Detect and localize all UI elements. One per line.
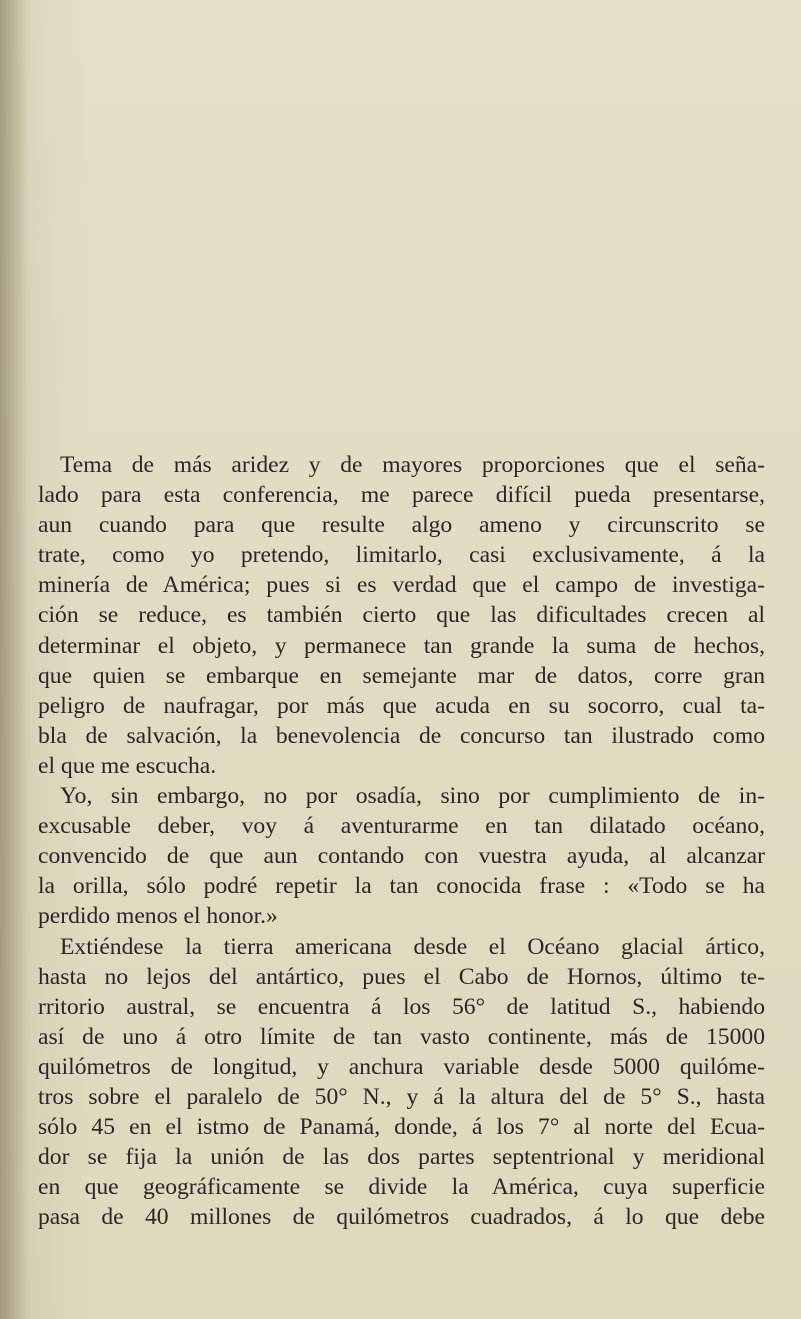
text-line: así de uno á otro límite de tan vasto continente, más de 15000 (38, 1023, 765, 1050)
text-line: bla de salvación, la benevolencia de concurso tan ilustrado como (38, 722, 765, 749)
text-line: hasta no lejos del antártico, pues el Cabo de Hornos, último te- (38, 963, 765, 990)
text-line: trate, como yo pretendo, limitarlo, casi exclusivamente, á la (38, 542, 765, 569)
text-line: quilómetros de longitud, y anchura variable desde 5000 quilóme- (38, 1053, 765, 1080)
text-line: dor se fija la unión de las dos partes septentrional y meridional (38, 1144, 765, 1171)
text-line: lado para esta conferencia, me parece difícil pueda presentarse, (38, 482, 765, 509)
page-gutter-shadow (0, 0, 28, 1319)
text-line: pasa de 40 millones de quilómetros cuadrados, á lo que debe (38, 1204, 765, 1231)
text-line: determinar el objeto, y permanece tan grande la suma de hechos, (38, 632, 765, 659)
text-line: sólo 45 en el istmo de Panamá, donde, á los 7° al norte del Ecua- (38, 1114, 765, 1141)
text-line: la orilla, sólo podré repetir la tan conocida frase : «Todo se ha (38, 873, 765, 900)
text-line: convencido de que aun contando con vuestra ayuda, al alcanzar (38, 843, 765, 870)
text-line: en que geográficamente se divide la América, cuya superficie (38, 1174, 765, 1201)
text-line: que quien se embarque en semejante mar de datos, corre gran (38, 662, 765, 689)
text-line: Tema de más aridez y de mayores proporciones que el seña- (60, 452, 765, 478)
text-line: ción se reduce, es también cierto que las dificultades crecen al (38, 602, 765, 629)
text-line: Yo, sin embargo, no por osadía, sino por cumplimiento de in- (60, 783, 765, 810)
text-line: peligro de naufragar, por más que acuda en su socorro, cual ta- (38, 692, 765, 719)
body-text (38, 450, 765, 1232)
text-line: Extiéndese la tierra americana desde el Océano glacial ártico, (60, 933, 765, 960)
text-line: minería de América; pues si es verdad que el campo de investiga- (38, 572, 765, 599)
text-line: tros sobre el paralelo de 50° N., y á la altura del de 5° S., hasta (38, 1083, 765, 1110)
text-line: rritorio austral, se encuentra á los 56° de latitud S., habiendo (38, 993, 765, 1020)
text-line: perdido menos el honor.» (38, 903, 278, 930)
text-line: excusable deber, voy á aventurarme en tan dilatado océano, (38, 813, 765, 840)
text-line: aun cuando para que resulte algo ameno y circunscrito se (38, 512, 765, 539)
text-line: el que me escucha. (38, 752, 217, 779)
